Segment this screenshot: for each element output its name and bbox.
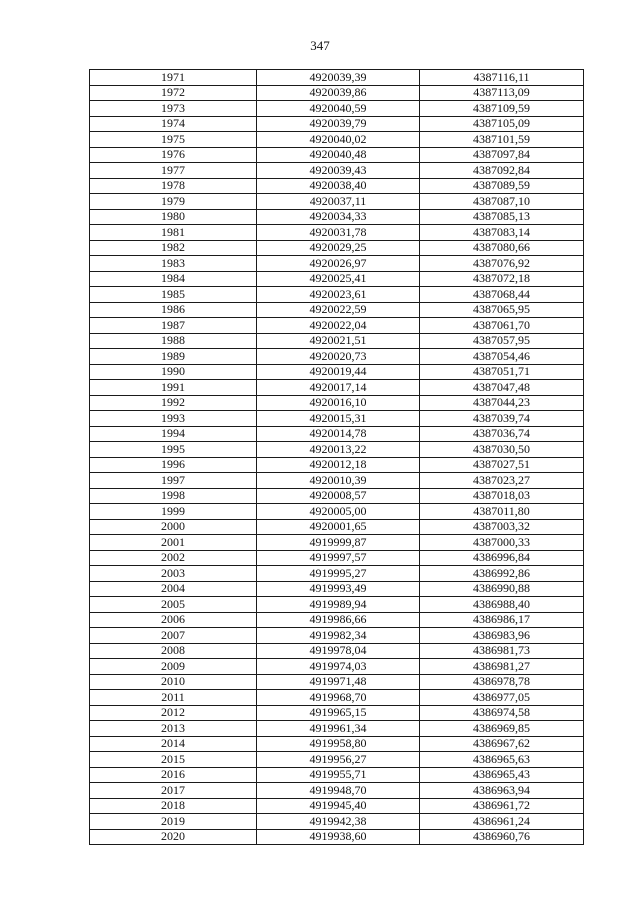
table-row — [90, 721, 584, 737]
table-row — [90, 349, 584, 365]
point-number-cell: 2009 — [90, 659, 257, 675]
y-coordinate-cell: 4387116,11 — [420, 70, 584, 86]
x-coordinate-cell: 4920012,18 — [257, 457, 420, 473]
y-coordinate-cell: 4387087,10 — [420, 194, 584, 210]
y-coordinate-cell: 4387080,66 — [420, 240, 584, 256]
table-row — [90, 488, 584, 504]
table-row — [90, 473, 584, 489]
point-number-cell: 1996 — [90, 457, 257, 473]
table-row — [90, 628, 584, 644]
x-coordinate-cell: 4919955,71 — [257, 767, 420, 783]
table-row — [90, 535, 584, 551]
x-coordinate-cell: 4920016,10 — [257, 395, 420, 411]
point-number-cell: 1988 — [90, 333, 257, 349]
y-coordinate-cell: 4387097,84 — [420, 147, 584, 163]
x-coordinate-cell: 4920039,43 — [257, 163, 420, 179]
table-row — [90, 457, 584, 473]
point-number-cell: 2019 — [90, 814, 257, 830]
table-row — [90, 519, 584, 535]
x-coordinate-cell: 4919997,57 — [257, 550, 420, 566]
y-coordinate-cell: 4386996,84 — [420, 550, 584, 566]
y-coordinate-cell: 4386960,76 — [420, 829, 584, 845]
x-coordinate-cell: 4920019,44 — [257, 364, 420, 380]
x-coordinate-cell: 4919986,66 — [257, 612, 420, 628]
table-row — [90, 318, 584, 334]
table-row — [90, 798, 584, 814]
y-coordinate-cell: 4386961,24 — [420, 814, 584, 830]
x-coordinate-cell: 4920029,25 — [257, 240, 420, 256]
table-row — [90, 240, 584, 256]
y-coordinate-cell: 4387003,32 — [420, 519, 584, 535]
point-number-cell: 2003 — [90, 566, 257, 582]
y-coordinate-cell: 4387092,84 — [420, 163, 584, 179]
x-coordinate-cell: 4920039,86 — [257, 85, 420, 101]
x-coordinate-cell: 4920021,51 — [257, 333, 420, 349]
point-number-cell: 1994 — [90, 426, 257, 442]
x-coordinate-cell: 4920025,41 — [257, 271, 420, 287]
x-coordinate-cell: 4920017,14 — [257, 380, 420, 396]
y-coordinate-cell: 4387039,74 — [420, 411, 584, 427]
point-number-cell: 2002 — [90, 550, 257, 566]
y-coordinate-cell: 4386965,63 — [420, 752, 584, 768]
table-row — [90, 85, 584, 101]
y-coordinate-cell: 4386969,85 — [420, 721, 584, 737]
table-row — [90, 380, 584, 396]
x-coordinate-cell: 4920031,78 — [257, 225, 420, 241]
table-row — [90, 705, 584, 721]
y-coordinate-cell: 4386961,72 — [420, 798, 584, 814]
x-coordinate-cell: 4919995,27 — [257, 566, 420, 582]
y-coordinate-cell: 4387044,23 — [420, 395, 584, 411]
y-coordinate-cell: 4387105,09 — [420, 116, 584, 132]
point-number-cell: 1982 — [90, 240, 257, 256]
point-number-cell: 1971 — [90, 70, 257, 86]
y-coordinate-cell: 4386981,73 — [420, 643, 584, 659]
x-coordinate-cell: 4919971,48 — [257, 674, 420, 690]
point-number-cell: 2015 — [90, 752, 257, 768]
point-number-cell: 1983 — [90, 256, 257, 272]
y-coordinate-cell: 4387057,95 — [420, 333, 584, 349]
table-row — [90, 209, 584, 225]
point-number-cell: 1990 — [90, 364, 257, 380]
point-number-cell: 1978 — [90, 178, 257, 194]
table-row — [90, 426, 584, 442]
point-number-cell: 1998 — [90, 488, 257, 504]
x-coordinate-cell: 4920022,59 — [257, 302, 420, 318]
point-number-cell: 2012 — [90, 705, 257, 721]
y-coordinate-cell: 4387000,33 — [420, 535, 584, 551]
coordinates-table-body — [90, 70, 584, 845]
x-coordinate-cell: 4919942,38 — [257, 814, 420, 830]
y-coordinate-cell: 4386983,96 — [420, 628, 584, 644]
x-coordinate-cell: 4920037,11 — [257, 194, 420, 210]
table-row — [90, 674, 584, 690]
x-coordinate-cell: 4920038,40 — [257, 178, 420, 194]
y-coordinate-cell: 4387027,51 — [420, 457, 584, 473]
y-coordinate-cell: 4387011,80 — [420, 504, 584, 520]
table-row — [90, 659, 584, 675]
y-coordinate-cell: 4386974,58 — [420, 705, 584, 721]
table-row — [90, 597, 584, 613]
y-coordinate-cell: 4387101,59 — [420, 132, 584, 148]
x-coordinate-cell: 4919938,60 — [257, 829, 420, 845]
point-number-cell: 2004 — [90, 581, 257, 597]
table-row — [90, 814, 584, 830]
y-coordinate-cell: 4387054,46 — [420, 349, 584, 365]
y-coordinate-cell: 4386978,78 — [420, 674, 584, 690]
point-number-cell: 1989 — [90, 349, 257, 365]
point-number-cell: 1993 — [90, 411, 257, 427]
x-coordinate-cell: 4919982,34 — [257, 628, 420, 644]
y-coordinate-cell: 4387036,74 — [420, 426, 584, 442]
point-number-cell: 1974 — [90, 116, 257, 132]
y-coordinate-cell: 4387061,70 — [420, 318, 584, 334]
point-number-cell: 1977 — [90, 163, 257, 179]
x-coordinate-cell: 4920014,78 — [257, 426, 420, 442]
x-coordinate-cell: 4920013,22 — [257, 442, 420, 458]
y-coordinate-cell: 4387089,59 — [420, 178, 584, 194]
y-coordinate-cell: 4387047,48 — [420, 380, 584, 396]
point-number-cell: 1991 — [90, 380, 257, 396]
x-coordinate-cell: 4919999,87 — [257, 535, 420, 551]
point-number-cell: 1973 — [90, 101, 257, 117]
table-row — [90, 287, 584, 303]
x-coordinate-cell: 4920020,73 — [257, 349, 420, 365]
x-coordinate-cell: 4919968,70 — [257, 690, 420, 706]
table-row — [90, 333, 584, 349]
table-row — [90, 302, 584, 318]
table-row — [90, 612, 584, 628]
y-coordinate-cell: 4386977,05 — [420, 690, 584, 706]
table-row — [90, 643, 584, 659]
x-coordinate-cell: 4920023,61 — [257, 287, 420, 303]
point-number-cell: 2001 — [90, 535, 257, 551]
x-coordinate-cell: 4919965,15 — [257, 705, 420, 721]
table-row — [90, 147, 584, 163]
table-row — [90, 550, 584, 566]
x-coordinate-cell: 4920005,00 — [257, 504, 420, 520]
y-coordinate-cell: 4387018,03 — [420, 488, 584, 504]
point-number-cell: 1986 — [90, 302, 257, 318]
y-coordinate-cell: 4387065,95 — [420, 302, 584, 318]
y-coordinate-cell: 4387109,59 — [420, 101, 584, 117]
point-number-cell: 2017 — [90, 783, 257, 799]
point-number-cell: 1984 — [90, 271, 257, 287]
table-row — [90, 116, 584, 132]
y-coordinate-cell: 4386965,43 — [420, 767, 584, 783]
y-coordinate-cell: 4387072,18 — [420, 271, 584, 287]
point-number-cell: 2010 — [90, 674, 257, 690]
table-row — [90, 442, 584, 458]
x-coordinate-cell: 4919945,40 — [257, 798, 420, 814]
table-row — [90, 194, 584, 210]
x-coordinate-cell: 4920040,02 — [257, 132, 420, 148]
y-coordinate-cell: 4386988,40 — [420, 597, 584, 613]
x-coordinate-cell: 4919956,27 — [257, 752, 420, 768]
point-number-cell: 1981 — [90, 225, 257, 241]
y-coordinate-cell: 4387076,92 — [420, 256, 584, 272]
y-coordinate-cell: 4386963,94 — [420, 783, 584, 799]
point-number-cell: 2000 — [90, 519, 257, 535]
y-coordinate-cell: 4387085,13 — [420, 209, 584, 225]
point-number-cell: 2013 — [90, 721, 257, 737]
y-coordinate-cell: 4387023,27 — [420, 473, 584, 489]
table-row — [90, 178, 584, 194]
point-number-cell: 1985 — [90, 287, 257, 303]
x-coordinate-cell: 4919958,80 — [257, 736, 420, 752]
table-row — [90, 767, 584, 783]
table-row — [90, 395, 584, 411]
coordinates-table — [89, 69, 584, 845]
table-row — [90, 504, 584, 520]
point-number-cell: 1987 — [90, 318, 257, 334]
point-number-cell: 1992 — [90, 395, 257, 411]
x-coordinate-cell: 4920040,59 — [257, 101, 420, 117]
x-coordinate-cell: 4919961,34 — [257, 721, 420, 737]
point-number-cell: 1976 — [90, 147, 257, 163]
y-coordinate-cell: 4387030,50 — [420, 442, 584, 458]
table-row — [90, 163, 584, 179]
table-row — [90, 132, 584, 148]
table-row — [90, 783, 584, 799]
point-number-cell: 2005 — [90, 597, 257, 613]
table-row — [90, 70, 584, 86]
x-coordinate-cell: 4920026,97 — [257, 256, 420, 272]
x-coordinate-cell: 4920034,33 — [257, 209, 420, 225]
x-coordinate-cell: 4919978,04 — [257, 643, 420, 659]
table-row — [90, 690, 584, 706]
page-number: 347 — [310, 38, 330, 53]
table-row — [90, 271, 584, 287]
x-coordinate-cell: 4920022,04 — [257, 318, 420, 334]
point-number-cell: 2006 — [90, 612, 257, 628]
y-coordinate-cell: 4387068,44 — [420, 287, 584, 303]
point-number-cell: 2016 — [90, 767, 257, 783]
x-coordinate-cell: 4920040,48 — [257, 147, 420, 163]
x-coordinate-cell: 4919993,49 — [257, 581, 420, 597]
point-number-cell: 1995 — [90, 442, 257, 458]
point-number-cell: 2020 — [90, 829, 257, 845]
y-coordinate-cell: 4386986,17 — [420, 612, 584, 628]
x-coordinate-cell: 4920039,39 — [257, 70, 420, 86]
x-coordinate-cell: 4919989,94 — [257, 597, 420, 613]
table-row — [90, 411, 584, 427]
point-number-cell: 1997 — [90, 473, 257, 489]
table-row — [90, 736, 584, 752]
point-number-cell: 2007 — [90, 628, 257, 644]
table-row — [90, 581, 584, 597]
x-coordinate-cell: 4920008,57 — [257, 488, 420, 504]
table-row — [90, 101, 584, 117]
x-coordinate-cell: 4919974,03 — [257, 659, 420, 675]
table-row — [90, 225, 584, 241]
x-coordinate-cell: 4920015,31 — [257, 411, 420, 427]
point-number-cell: 2014 — [90, 736, 257, 752]
x-coordinate-cell: 4920039,79 — [257, 116, 420, 132]
point-number-cell: 1972 — [90, 85, 257, 101]
point-number-cell: 1980 — [90, 209, 257, 225]
y-coordinate-cell: 4386981,27 — [420, 659, 584, 675]
point-number-cell: 1999 — [90, 504, 257, 520]
x-coordinate-cell: 4920010,39 — [257, 473, 420, 489]
y-coordinate-cell: 4386967,62 — [420, 736, 584, 752]
table-row — [90, 256, 584, 272]
point-number-cell: 2011 — [90, 690, 257, 706]
point-number-cell: 1975 — [90, 132, 257, 148]
x-coordinate-cell: 4920001,65 — [257, 519, 420, 535]
point-number-cell: 2018 — [90, 798, 257, 814]
table-row — [90, 752, 584, 768]
table-row — [90, 364, 584, 380]
table-row — [90, 829, 584, 845]
table-row — [90, 566, 584, 582]
y-coordinate-cell: 4387113,09 — [420, 85, 584, 101]
y-coordinate-cell: 4386992,86 — [420, 566, 584, 582]
y-coordinate-cell: 4387051,71 — [420, 364, 584, 380]
y-coordinate-cell: 4387083,14 — [420, 225, 584, 241]
point-number-cell: 1979 — [90, 194, 257, 210]
y-coordinate-cell: 4386990,88 — [420, 581, 584, 597]
x-coordinate-cell: 4919948,70 — [257, 783, 420, 799]
point-number-cell: 2008 — [90, 643, 257, 659]
